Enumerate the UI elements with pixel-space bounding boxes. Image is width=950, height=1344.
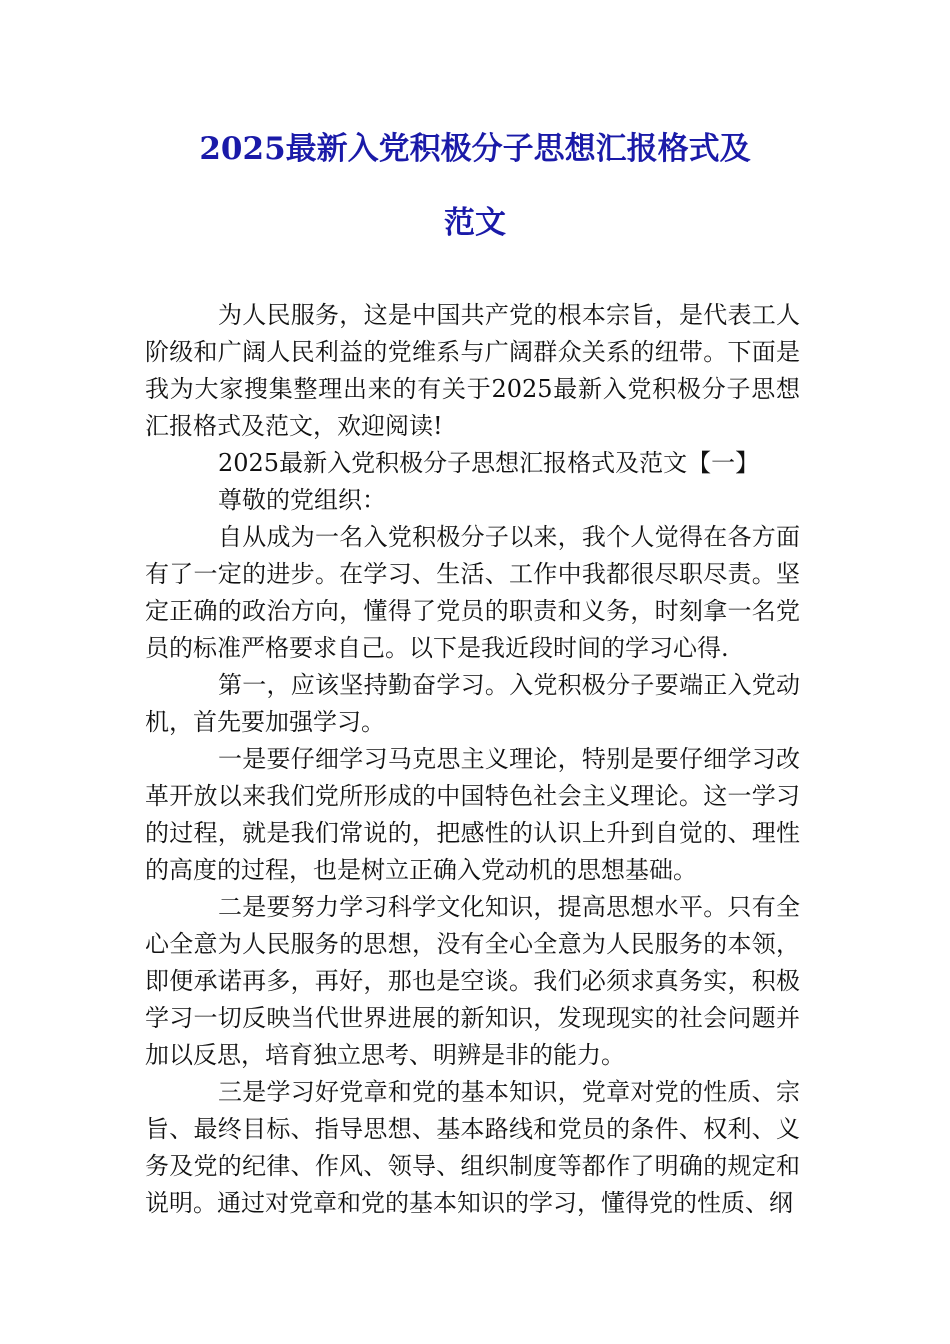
body-paragraph: 第一，应该坚持勤奋学习。入党积极分子要端正入党动机，首先要加强学习。 bbox=[145, 671, 800, 736]
body-paragraph: 三是学习好党章和党的基本知识，党章对党的性质、宗旨、最终目标、指导思想、基本路线和党员的条件、权利、义务及党的纪律、作风、领导、组织制度等都作了明确的规定和说明。通过对党章和党的基本知识的学习，懂得党的性质、纲 bbox=[145, 1078, 800, 1217]
body-paragraph: 一是要仔细学习马克思主义理论，特别是要仔细学习改革开放以来我们党所形成的中国特色社会主义理论。这一学习的过程，就是我们常说的，把感性的认识上升到自觉的、理性的高度的过程，也是树立正确入党动机的思想基础。 bbox=[145, 745, 800, 884]
intro-paragraph: 为人民服务，这是中国共产党的根本宗旨，是代表工人阶级和广阔人民利益的党维系与广阔群众关系的纽带。下面是我为大家搜集整理出来的有关于2025最新入党积极分子思想汇报格式及范文，欢迎阅读! bbox=[145, 301, 800, 440]
document-body bbox=[145, 297, 800, 1222]
body-paragraph: 自从成为一名入党积极分子以来，我个人觉得在各方面有了一定的进步。在学习、生活、工作中我都很尽职尽责。坚定正确的政治方向，懂得了党员的职责和义务，时刻拿一名党员的标准严格要求自己。以下是我近段时间的学习心得. bbox=[145, 523, 800, 662]
salutation: 尊敬的党组织： bbox=[218, 486, 386, 514]
body-paragraph: 二是要努力学习科学文化知识，提高思想水平。只有全心全意为人民服务的思想，没有全心全意为人民服务的本领，即便承诺再多，再好，那也是空谈。我们必须求真务实，积极学习一切反映当代世界进展的新知识，发现现实的社会问题并加以反思，培育独立思考、明辨是非的能力。 bbox=[145, 893, 800, 1069]
section-heading: 2025最新入党积极分子思想汇报格式及范文【一】 bbox=[218, 449, 760, 477]
document-title-line-2: 范文 bbox=[444, 205, 506, 241]
document-title-line-1: 2025最新入党积极分子思想汇报格式及 bbox=[199, 131, 751, 167]
